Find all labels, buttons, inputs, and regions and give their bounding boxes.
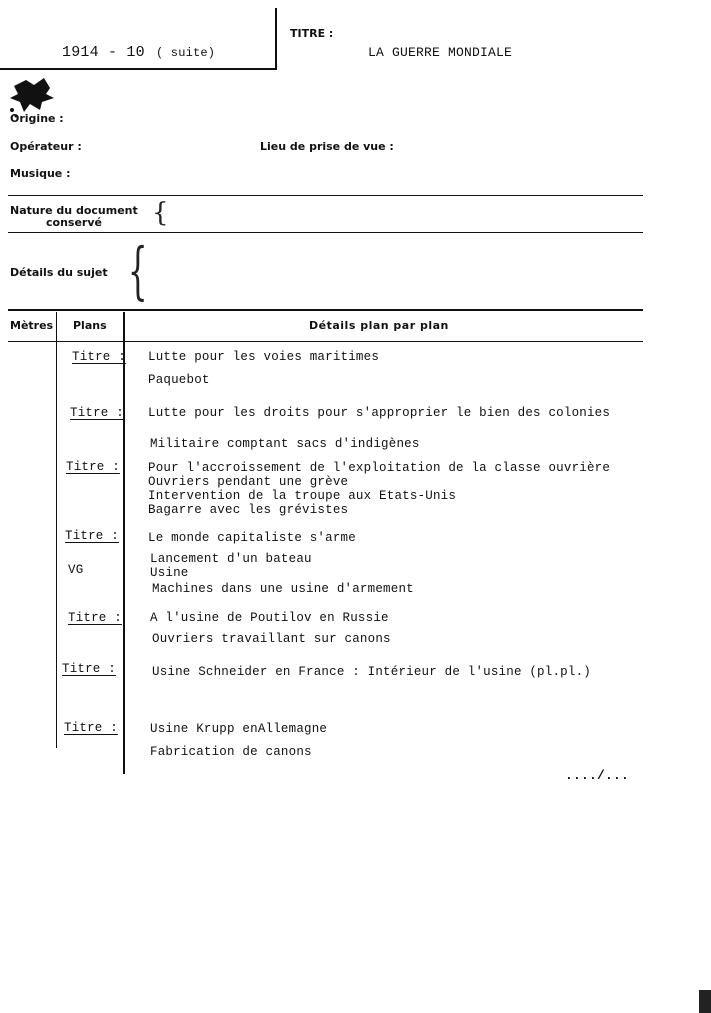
row-5-line-4: Bagarre avec les grévistes [148, 503, 349, 517]
row-1-line-1: Lutte pour les voies maritimes [148, 350, 380, 364]
header-bottom-rule [0, 68, 277, 70]
row-10-plan: Titre : [64, 721, 118, 735]
row-1-plan: Titre : [72, 350, 126, 364]
titre-value: LA GUERRE MONDIALE [368, 45, 513, 60]
row-5-line-1: Pour l'accroissement de l'exploitation de la classe ouvrière [148, 461, 611, 475]
col-header-details: Détails plan par plan [309, 319, 449, 332]
row-7-line-3: Machines dans une usine d'armement [152, 582, 414, 596]
nature-label-1: Nature du document [10, 204, 138, 217]
titre-label: TITRE : [290, 27, 334, 40]
row-9-plan: Titre : [62, 662, 116, 676]
col-header-metres: Mètres [10, 319, 54, 332]
rule-nature-bottom [8, 232, 643, 233]
row-8-line-2: Ouvriers travaillant sur canons [152, 632, 391, 646]
details-sujet-brace: { [127, 234, 148, 307]
musique-label: Musique : [10, 167, 71, 180]
row-7-line-1: Lancement d'un bateau [150, 552, 312, 566]
col-header-plans: Plans [73, 319, 107, 332]
operateur-label: Opérateur : [10, 140, 82, 153]
row-7-plan: VG [68, 563, 84, 577]
row-5-plan: Titre : [66, 460, 120, 474]
details-sujet-label: Détails du sujet [10, 266, 108, 279]
rule-table-top [8, 309, 643, 311]
rule-nature-top [8, 195, 643, 196]
col-divider-1 [56, 312, 57, 748]
header-divider [275, 8, 277, 70]
continuation-marker: ..../... [565, 768, 630, 783]
nature-label-2: conservé [46, 216, 102, 229]
row-2-line-1: Paquebot [148, 373, 210, 387]
row-3-line-1: Lutte pour les droits pour s'approprier le bien des colonies [148, 406, 611, 420]
row-9-line-1: Usine Schneider en France : Intérieur de l'usine (pl.pl.) [152, 665, 591, 679]
rule-table-header [8, 341, 643, 342]
lieu-label: Lieu de prise de vue : [260, 140, 394, 153]
document-reference: 1914 - 10 [62, 44, 145, 61]
row-11-line-1: Fabrication de canons [150, 745, 312, 759]
page-edge-shadow [699, 990, 711, 1013]
row-4-line-1: Militaire comptant sacs d'indigènes [150, 437, 420, 451]
suite-label: ( suite) [156, 46, 216, 60]
row-5-line-2: Ouvriers pendant une grève [148, 475, 349, 489]
row-10-line-1: Usine Krupp enAllemagne [150, 722, 328, 736]
row-7-line-2: Usine [150, 566, 189, 580]
row-6-plan: Titre : [65, 529, 119, 543]
row-8-line-1: A l'usine de Poutilov en Russie [150, 611, 389, 625]
row-3-plan: Titre : [70, 406, 124, 420]
row-6-line-1: Le monde capitaliste s'arme [148, 531, 356, 545]
row-8-plan: Titre : [68, 611, 122, 625]
nature-brace: { [152, 198, 169, 228]
origine-label: Origine : [10, 112, 64, 125]
col-divider-2 [123, 312, 125, 774]
row-5-line-3: Intervention de la troupe aux Etats-Unis [148, 489, 457, 503]
